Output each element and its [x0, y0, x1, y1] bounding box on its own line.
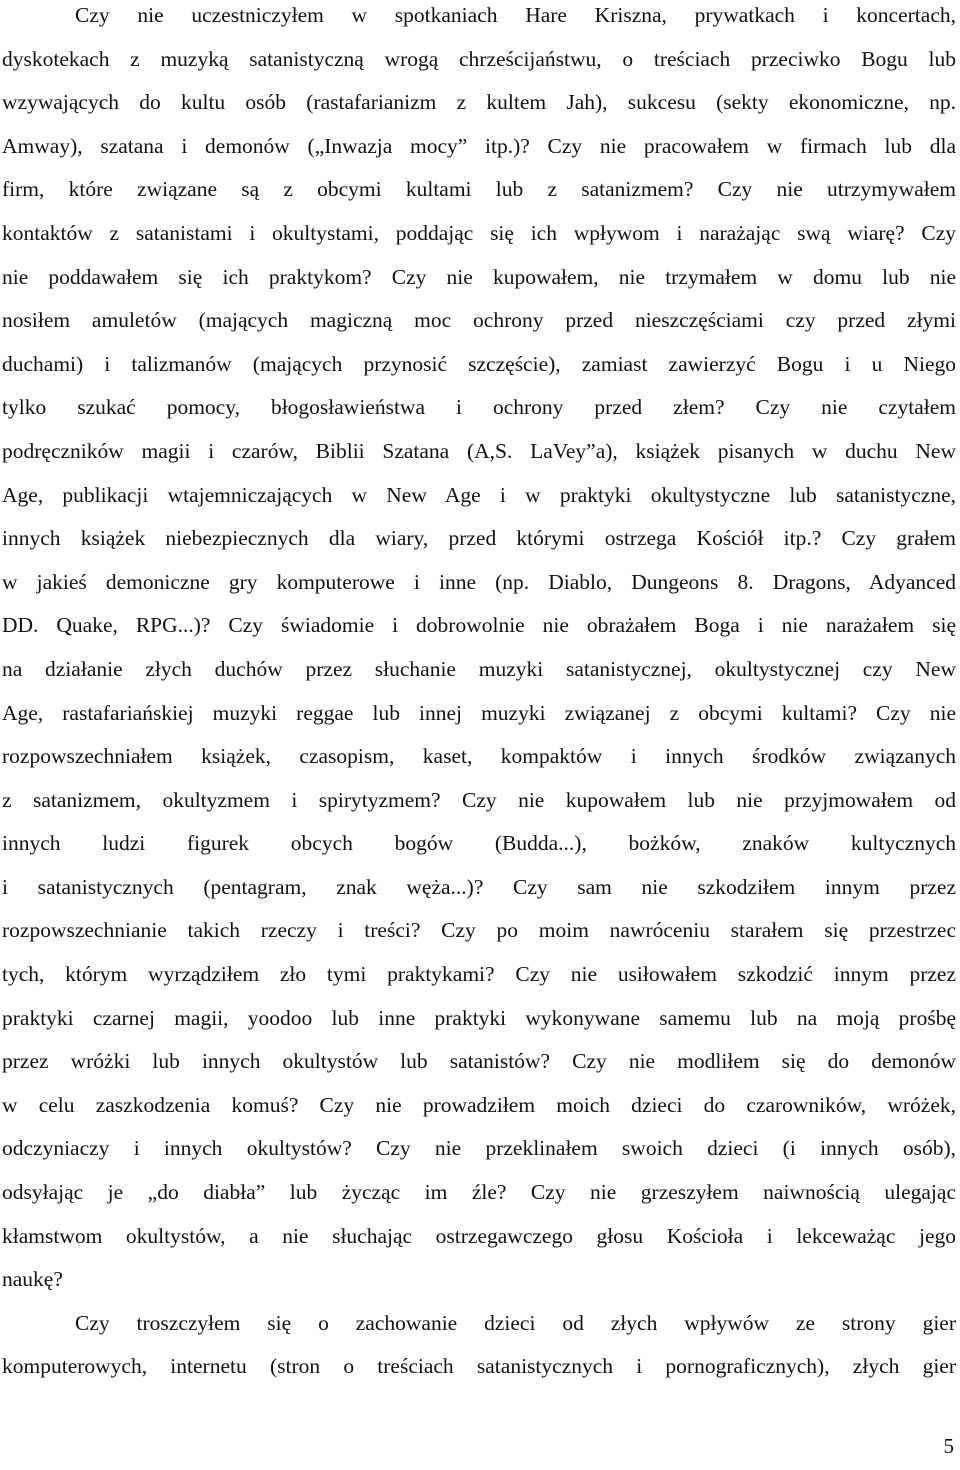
text-line: z satanizmem, okultyzmem i spirytyzmem? Czy nie kupowałem lub nie przyjmowałem od — [2, 787, 956, 812]
text-line: Age, rastafariańskiej muzyki reggae lub innej muzyki związanej z obcymi kultami? Czy nie — [2, 700, 956, 725]
text-line: rozpowszechniałem książek, czasopism, kaset, kompaktów i innych środków związanych — [2, 744, 956, 769]
text-line: dyskotekach z muzyką satanistyczną wrogą chrześcijaństwu, o treściach przeciwko Bogu lub — [2, 46, 956, 71]
text-line: tych, którym wyrządziłem zło tymi praktykami? Czy nie usiłowałem szkodzić innym przez — [2, 962, 956, 987]
text-line: kłamstwom okultystów, a nie słuchając ostrzegawczego głosu Kościoła i lekceważąc jego — [2, 1223, 956, 1248]
text-line: Amway), szatana i demonów („Inwazja mocy” itp.)? Czy nie pracowałem w firmach lub dla — [2, 133, 956, 158]
text-line: Czy nie uczestniczyłem w spotkaniach Hare Kriszna, prywatkach i koncertach, — [75, 3, 956, 27]
text-line: tylko szukać pomocy, błogosławieństwa i ochrony przed złem? Czy nie czytałem — [2, 395, 956, 420]
text-line: firm, które związane są z obcymi kultami lub z satanizmem? Czy nie utrzymywałem — [2, 177, 956, 202]
text-line: w jakieś demoniczne gry komputerowe i inne (np. Diablo, Dungeons 8. Dragons, Adyanced — [2, 569, 956, 594]
text-line: praktyki czarnej magii, yoodoo lub inne praktyki wykonywane samemu lub na moją prośbę — [2, 1005, 956, 1030]
text-line: Age, publikacji wtajemniczających w New Age i w praktyki okultystyczne lub satanistyczne, — [2, 482, 956, 507]
text-line: rozpowszechnianie takich rzeczy i treści? Czy po moim nawróceniu starałem się przestrzec — [2, 918, 956, 943]
text-line: innych ludzi figurek obcych bogów (Budda...), bożków, znaków kultycznych — [2, 831, 956, 856]
text-line: w celu zaszkodzenia komuś? Czy nie prowadziłem moich dzieci do czarowników, wróżek, — [2, 1092, 956, 1117]
text-line: i satanistycznych (pentagram, znak węża...)? Czy sam nie szkodziłem innym przez — [2, 874, 956, 899]
text-line: odsyłając je „do diabła” lub życząc im źle? Czy nie grzeszyłem naiwnością ulegając — [2, 1180, 956, 1205]
text-line: kontaktów z satanistami i okultystami, poddając się ich wpływom i narażając swą wiarę? Czy — [2, 220, 956, 245]
text-line: nosiłem amuletów (mających magiczną moc ochrony przed nieszczęściami czy przed złymi — [2, 308, 956, 333]
text-line: odczyniaczy i innych okultystów? Czy nie przeklinałem swoich dzieci (i innych osób), — [2, 1136, 956, 1161]
text-line: komputerowych, internetu (stron o treściach satanistycznych i pornograficznych), złych gier — [2, 1354, 956, 1379]
text-line: przez wróżki lub innych okultystów lub satanistów? Czy nie modliłem się do demonów — [2, 1049, 956, 1074]
text-line: wzywających do kultu osób (rastafarianizm z kultem Jah), sukcesu (sekty ekonomiczne, np. — [2, 90, 956, 115]
text-line: innych książek niebezpiecznych dla wiary, przed którymi ostrzega Kościół itp.? Czy grałem — [2, 526, 956, 551]
text-line: duchami) i talizmanów (mających przynosić szczęście), zamiast zawierzyć Bogu i u Niego — [2, 351, 956, 376]
text-line: na działanie złych duchów przez słuchanie muzyki satanistycznej, okultystycznej czy New — [2, 656, 956, 681]
text-line: DD. Quake, RPG...)? Czy świadomie i dobrowolnie nie obrażałem Boga i nie narażałem się — [2, 613, 956, 638]
text-line: podręczników magii i czarów, Biblii Szatana (A,S. LaVey”a), książek pisanych w duchu New — [2, 438, 956, 463]
page-number: 5 — [943, 1434, 954, 1458]
text-line: naukę? — [2, 1267, 63, 1292]
body-text — [2, 0, 956, 1395]
text-line: Czy troszczyłem się o zachowanie dzieci od złych wpływów ze strony gier — [75, 1310, 956, 1335]
text-line: nie poddawałem się ich praktykom? Czy nie kupowałem, nie trzymałem w domu lub nie — [2, 264, 956, 289]
